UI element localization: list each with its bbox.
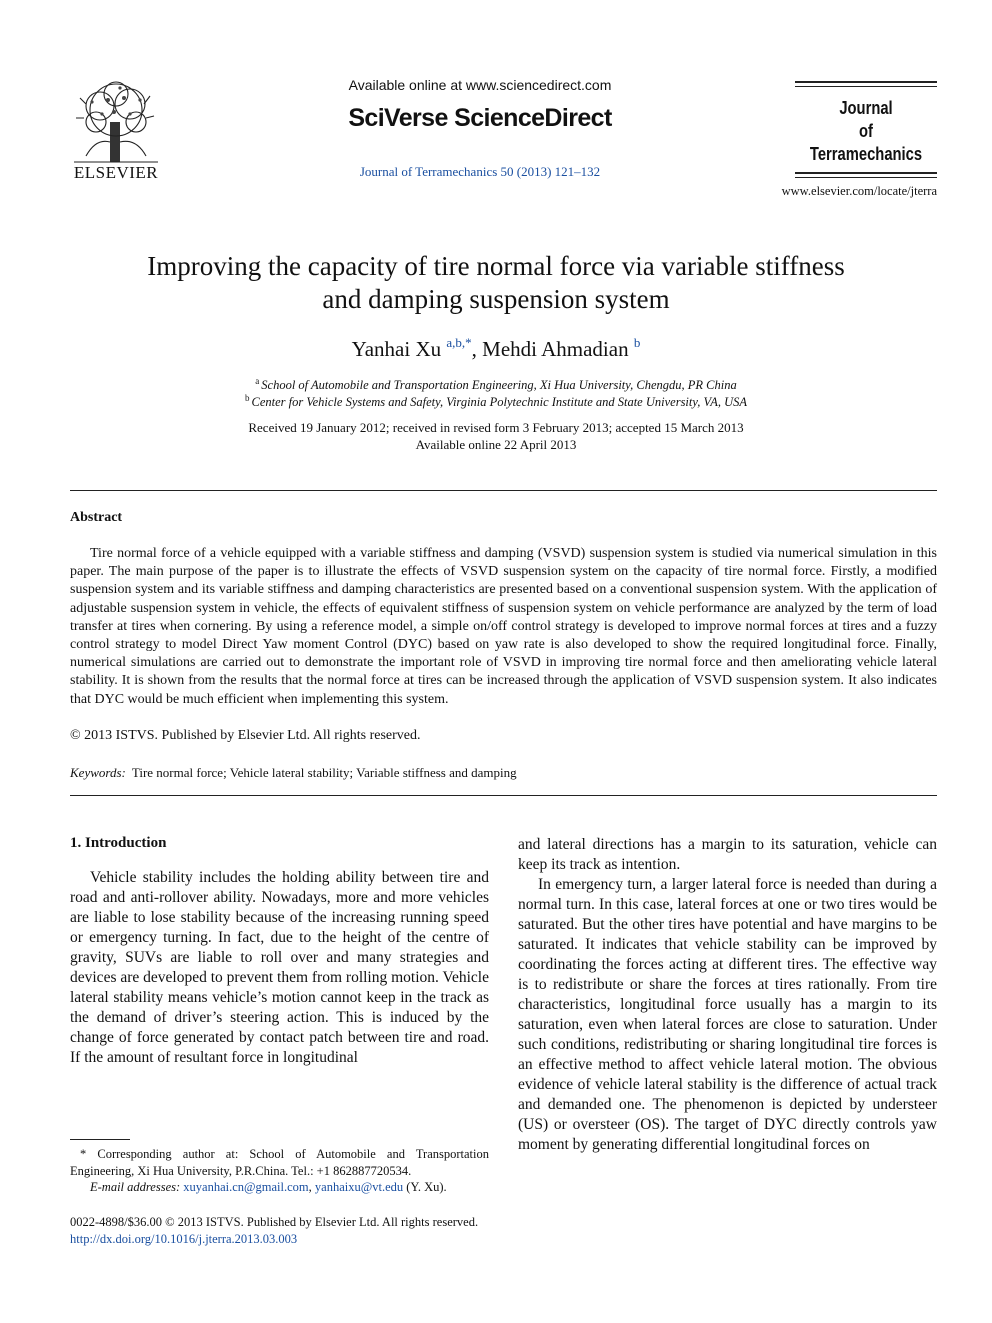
journal-rule-top xyxy=(795,81,937,83)
body-paragraph: and lateral directions has a margin to its saturation, vehicle can keep its track as intention. xyxy=(518,836,937,873)
corresponding-author-note: * Corresponding author at: School of Automobile and Transportation Engineering, Xi Hua University, P.R.China. Tel.: +1 862887720534. xyxy=(70,1147,489,1178)
journal-title-line: of xyxy=(859,121,873,141)
doi-link[interactable]: http://dx.doi.org/10.1016/j.jterra.2013.03.003 xyxy=(70,1232,298,1246)
body-paragraph: In emergency turn, a larger lateral force is needed than during a normal turn. In this case, lateral forces at one or two tires would be saturated. But the other tires have potential and have margins to be saturated. It indicates that vehicle stability can be improved by coordinating the forces acting at different tires. The effective way is to redistribute or share the forces at tires rationally. From tire characteristics, longitudinal force usually has a margin to its saturation, even when lateral forces are close to saturation. Under such conditions, redistributing or sharing longitudinal tire forces is an effective method to affect vehicle lateral motion. The obvious evidence of vehicle lateral stability is the difference of actual track and demanded one. The phenomenon is depicted by understeer (US) or oversteer (OS). The target of DYC directly controls yaw moment by generating differential longitudinal forces on xyxy=(518,876,937,1153)
issn-line: 0022-4898/$36.00 © 2013 ISTVS. Published by Elsevier Ltd. All rights reserved. xyxy=(70,1215,479,1229)
affiliation xyxy=(60,376,932,393)
affiliation-text: Center for Vehicle Systems and Safety, Virginia Polytechnic Institute and State University, VA, USA xyxy=(251,395,747,409)
email-note xyxy=(90,1180,490,1195)
platform-name: SciVerse ScienceDirect xyxy=(348,104,612,132)
journal-rule-top-thin xyxy=(795,86,937,87)
received-dates: Received 19 January 2012; received in revised form 3 February 2013; accepted 15 March 2013 xyxy=(248,420,744,435)
author-name: Mehdi Ahmadian xyxy=(482,337,629,361)
divider xyxy=(70,795,937,796)
journal-rule-bottom xyxy=(795,172,937,174)
author-marks-link[interactable]: a,b,* xyxy=(446,335,472,350)
author-marks-link[interactable]: b xyxy=(633,335,641,350)
email-link[interactable]: xuyanhai.cn@gmail.com xyxy=(183,1180,309,1194)
affiliation-mark: a xyxy=(255,376,260,386)
keywords-label: Keywords: xyxy=(70,765,126,780)
abstract-heading: Abstract xyxy=(70,510,123,525)
affiliation-mark: b xyxy=(245,393,250,403)
author-list xyxy=(60,335,932,362)
title-line-1: Improving the capacity of tire normal force via variable stiffness xyxy=(147,251,845,281)
title-line-2: and damping suspension system xyxy=(322,284,670,314)
journal-title-line: Terramechanics xyxy=(809,144,923,164)
author-name: Yanhai Xu xyxy=(351,337,442,361)
body-paragraph: Vehicle stability includes the holding ability between tire and road and anti-rollover ability. Nowadays, more and more vehicles are liable to lose stability because of the increasing running speed or emergency turning. In fact, due to the height of the centre of gravity, SUVs are liable to roll over and many strategies and devices are developed to prevent them from rolling motion. Vehicle lateral stability means vehicle’s motion cannot keep in the track as the demand of driver’s steering action. This is induced by the change of force generated by contact patch between tire and road. If the amount of resultant force in longitudinal xyxy=(70,869,489,1066)
keywords xyxy=(70,765,517,781)
article-title xyxy=(60,250,932,316)
keywords-list: Tire normal force; Vehicle lateral stability; Variable stiffness and damping xyxy=(131,765,517,780)
journal-rule-bottom-thin xyxy=(795,177,937,178)
copyright-notice: © 2013 ISTVS. Published by Elsevier Ltd. All rights reserved. xyxy=(70,728,421,743)
abstract-text: Tire normal force of a vehicle equipped with a variable stiffness and damping (VSVD) suspension system is studied via numerical simulation in this paper. The main purpose of the paper is to illustrate the effects of VSVD suspension system on the capacity of tire normal force. Firstly, a modified suspension system and its variable stiffness and damping characteristics are presented based on a conventional suspension system. With the application of adjustable suspension system in vehicle, the effects of equivalent stiffness of suspension system on vehicle performance are analyzed by the term of load transfer at tires when cornering. By using a reference model, a simple on/off control strategy is developed to improve normal forces at tires and a fuzzy control strategy to model Direct Yaw moment Control (DYC) based on yaw rate is also developed to show the required longitudinal force. Finally, numerical simulations are carried out to demonstrate the important role of VSVD in improving tire normal force and then ameliorating vehicle lateral stability. It is shown from the results that the normal force at tires can be increased through the application of VSVD suspension system. It also indicates that DYC would be much efficient when implementing this system. xyxy=(70,546,937,707)
publisher-name: ELSEVIER xyxy=(73,163,159,182)
email-link[interactable]: yanhaixu@vt.edu xyxy=(314,1180,404,1194)
journal-url[interactable]: www.elsevier.com/locate/jterra xyxy=(781,184,937,198)
section-heading: 1. Introduction xyxy=(70,835,167,851)
email-owner: (Y. Xu). xyxy=(403,1180,447,1194)
affiliation xyxy=(60,393,932,410)
footnote-rule xyxy=(70,1139,130,1140)
affiliation-text: School of Automobile and Transportation Engineering, Xi Hua University, Chengdu, PR China xyxy=(261,378,737,392)
author-separator: , xyxy=(471,337,483,361)
email-label: E-mail addresses: xyxy=(90,1180,181,1194)
journal-title-line: Journal xyxy=(839,98,893,118)
available-online: Available online at www.sciencedirect.com xyxy=(348,77,612,93)
divider xyxy=(70,490,937,491)
journal-citation-link[interactable]: Journal of Terramechanics 50 (2013) 121–132 xyxy=(359,164,601,179)
email-separator: , xyxy=(308,1180,315,1194)
journal-title xyxy=(808,97,924,166)
available-online-date: Available online 22 April 2013 xyxy=(415,437,577,452)
